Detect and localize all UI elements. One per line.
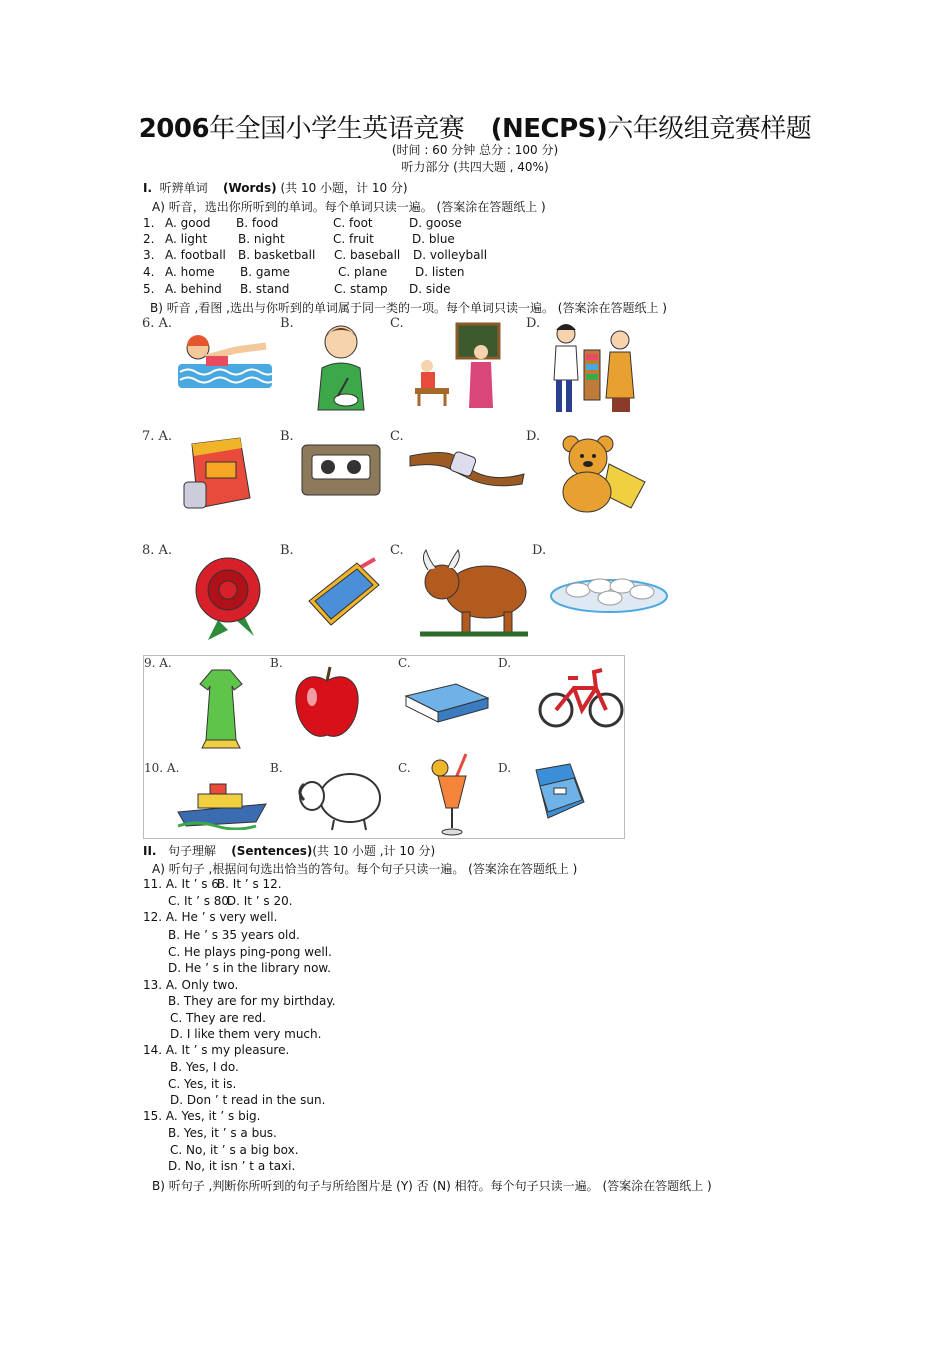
- option-c: C. stamp: [334, 282, 388, 296]
- page-title: [0, 108, 950, 145]
- q6-label-d: D.: [526, 316, 541, 331]
- watch-icon: [408, 444, 526, 490]
- q7-label-a: 7. A.: [142, 429, 173, 444]
- q11-line2: C. It ’ s 80.D. It ’ s 20.: [168, 894, 293, 908]
- option-a: A. home: [165, 265, 215, 279]
- q7-label-c: C.: [390, 429, 404, 444]
- q6-label-c: C.: [390, 316, 404, 331]
- rose-icon: [188, 550, 270, 642]
- dress-icon: [190, 666, 252, 752]
- section1-part-a: A) 听音，选出你所听到的单词。每个单词只读一遍。 (答案涂在答题纸上 ): [152, 200, 546, 214]
- sheep-icon: [294, 766, 384, 832]
- question-number: 1.: [143, 216, 155, 230]
- ship-icon: [176, 782, 268, 830]
- bicycle-icon: [538, 660, 624, 730]
- title-part2: 六年级组竞赛样题: [607, 114, 812, 144]
- section1-heading: I. 听辨单词 (Words) (共 10 小题，计 10 分): [143, 181, 408, 195]
- q8-label-d: D.: [532, 543, 547, 558]
- toy-box-icon: [180, 434, 255, 514]
- q7-label-d: D.: [526, 429, 541, 444]
- option-b: B. game: [240, 265, 290, 279]
- title-necps: (NECPS): [490, 114, 608, 144]
- option-d: D. side: [409, 282, 451, 296]
- option-b: B. stand: [240, 282, 290, 296]
- juice-icon: [430, 752, 474, 838]
- question-number: 2.: [143, 232, 155, 246]
- q8-label-b: B.: [280, 543, 294, 558]
- q12-b: B. He ’ s 35 years old.: [168, 928, 300, 942]
- option-c: C. foot: [333, 216, 373, 230]
- section2-part-b: B) 听句子 ,判断你所听到的句子与所给图片是 (Y) 否 (N) 相符。每个句子只读一遍。 (答案涂在答题纸上 ): [152, 1179, 712, 1193]
- boy-eating-icon: [308, 320, 374, 415]
- q7-label-b: B.: [280, 429, 294, 444]
- q13-c: C. They are red.: [170, 1011, 266, 1025]
- pencil-case-icon: [305, 557, 383, 629]
- q9-label-c: C.: [398, 656, 411, 670]
- option-d: D. listen: [415, 265, 465, 279]
- section2-part-a: A) 听句子 ,根据问句选出恰当的答句。每个句子只读一遍。 (答案涂在答题纸上 ): [152, 862, 578, 876]
- option-d: D. volleyball: [413, 248, 488, 262]
- section2-heading: II. 句子理解 (Sentences)(共 10 小题 ,计 10 分): [143, 844, 436, 858]
- q8-label-a: 8. A.: [142, 543, 173, 558]
- title-year: 2006: [138, 114, 210, 144]
- q6-label-a: 6. A.: [142, 316, 173, 331]
- q9-label-b: B.: [270, 656, 283, 670]
- question-number: 3.: [143, 248, 155, 262]
- option-b: B. food: [236, 216, 279, 230]
- schoolbag-icon: [526, 762, 588, 824]
- q11-line1: 11. A. It ’ s 6B. It ’ s 12.: [143, 877, 282, 891]
- option-c: C. baseball: [334, 248, 401, 262]
- q15-d: D. No, it isn ’ t a taxi.: [168, 1159, 296, 1173]
- question-number: 5.: [143, 282, 155, 296]
- title-part1: 年全国小学生英语竞赛: [209, 114, 465, 144]
- q9-label-a: 9. A.: [144, 656, 172, 670]
- option-b: B. night: [238, 232, 285, 246]
- q10-label-c: C.: [398, 761, 411, 775]
- option-a: A. football: [165, 248, 226, 262]
- q15-b: B. Yes, it ’ s a bus.: [168, 1126, 277, 1140]
- part-line: 听力部分 (共四大题 , 40%): [401, 160, 549, 174]
- q6-label-b: B.: [280, 316, 294, 331]
- q12-c: C. He plays ping-pong well.: [168, 945, 332, 959]
- swimmer-icon: [176, 328, 276, 394]
- option-a: A. light: [165, 232, 208, 246]
- option-b: B. basketball: [238, 248, 316, 262]
- time-line: (时间 : 60 分钟 总分 : 100 分): [391, 143, 559, 157]
- apple-icon: [292, 665, 362, 743]
- ox-icon: [418, 548, 530, 638]
- book-icon: [402, 682, 490, 724]
- option-c: C. plane: [338, 265, 388, 279]
- option-d: D. goose: [409, 216, 462, 230]
- shop-people-icon: [550, 320, 640, 415]
- dumplings-icon: [548, 570, 670, 614]
- cassette-icon: [300, 441, 382, 499]
- q14-a: 14. A. It ’ s my pleasure.: [143, 1043, 290, 1057]
- option-a: A. good: [165, 216, 211, 230]
- q10-label-b: B.: [270, 761, 283, 775]
- teacher-student-icon: [413, 322, 503, 410]
- question-number: 4.: [143, 265, 155, 279]
- q15-a: 15. A. Yes, it ’ s big.: [143, 1109, 261, 1123]
- q8-label-c: C.: [390, 543, 404, 558]
- q13-b: B. They are for my birthday.: [168, 994, 336, 1008]
- teddy-bear-icon: [553, 434, 648, 514]
- option-a: A. behind: [165, 282, 222, 296]
- q12-a: 12. A. He ’ s very well.: [143, 910, 278, 924]
- section1-part-b: B) 听音 ,看图 ,选出与你听到的单词属于同一类的一项。每个单词只读一遍。 (答案涂在答题纸上 ): [150, 301, 667, 315]
- q14-c: C. Yes, it is.: [168, 1077, 237, 1091]
- option-d: D. blue: [412, 232, 455, 246]
- q14-d: D. Don ’ t read in the sun.: [170, 1093, 326, 1107]
- q12-d: D. He ’ s in the library now.: [168, 961, 331, 975]
- q15-c: C. No, it ’ s a big box.: [170, 1143, 299, 1157]
- q13-d: D. I like them very much.: [170, 1027, 322, 1041]
- q9-label-d: D.: [498, 656, 512, 670]
- q13-a: 13. A. Only two.: [143, 978, 239, 992]
- q10-label-a: 10. A.: [144, 761, 180, 775]
- q14-b: B. Yes, I do.: [170, 1060, 239, 1074]
- q10-label-d: D.: [498, 761, 512, 775]
- option-c: C. fruit: [333, 232, 374, 246]
